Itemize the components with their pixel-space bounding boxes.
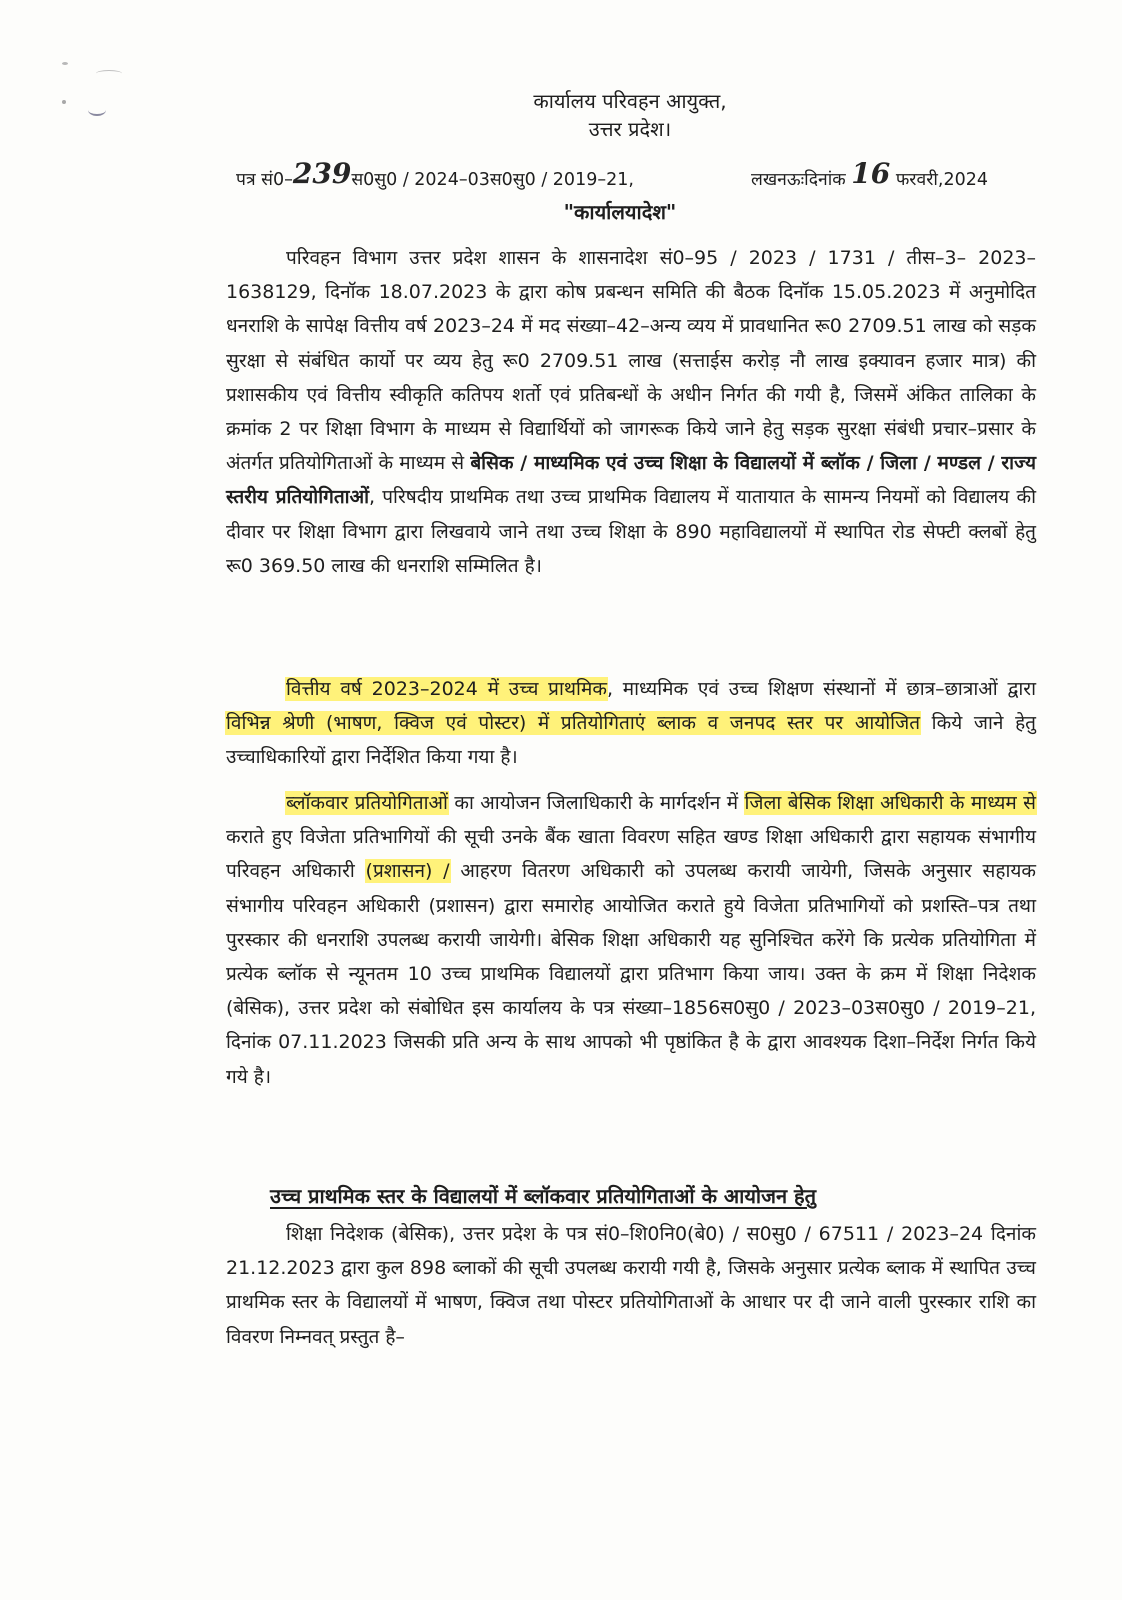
scan-smudge <box>62 62 68 65</box>
paragraph-1-text-a: परिवहन विभाग उत्तर प्रदेश शासन के शासनादेश सं0–95 / 2023 / 1731 / तीस–3– 2023–1638129, दिनॉक 18.07.2023 के द्वारा कोष प्रबन्धन समिति की बैठक दिनॉक 15.05.2023 में अनुमोदित धनराशि के सापेक्ष वित्तीय वर्ष 2023–24 में मद संख्या–42–अन्य व्यय में प्रावधानित रू0 2709.51 लाख को सड़क सुरक्षा से संबंधित कार्यो पर व्यय हेतु रू0 2709.51 लाख (सत्ताईस करोड़ नौ लाख इक्यावन हजार मात्र) की प्रशासकीय एवं वित्तीय स्वीकृति कतिपय शर्तो एवं प्रतिबन्धों के अधीन निर्गत की गयी है, जिसमें अंकित तालिका के क्रमांक 2 पर शिक्षा विभाग के माध्यम से विद्यार्थियों को जागरूक किये जाने हेतु सड़क सुरक्षा संबंधी प्रचार–प्रसार के अंतर्गत प्रतियोगिताओं के माध्यम से <box>226 247 1036 475</box>
place-date <box>751 157 988 193</box>
handwritten-day: 16 <box>851 157 891 190</box>
paragraph-1 <box>226 241 1036 583</box>
paragraph-4: शिक्षा निदेशक (बेसिक), उत्तर प्रदेश के पत्र सं0–शि0नि0(बे0) / स0सु0 / 67511 / 2023–24 दिनांक 21.12.2023 द्वारा कुल 898 ब्लाकों की सूची उपलब्ध करायी गयी है, जिसके अनुसार प्रत्येक ब्लाक में स्थापित उच्च प्राथमिक स्तर के विद्यालयों में भाषण, क्विज तथा पोस्टर प्रतियोगिताओं के आधार पर दी जाने वाली पुरस्कार राशि का विवरण निम्नवत् प्रस्तुत है– <box>226 1223 1036 1348</box>
scan-smudge <box>88 104 106 116</box>
order-title: "कार्यालयादेश" <box>563 200 677 224</box>
section-subheading: उच्च प्राथमिक स्तर के विद्यालयों में ब्लॉकवार प्रतियोगिताओं के आयोजन हेतु <box>270 1184 817 1208</box>
month-year: फरवरी,2024 <box>895 170 988 190</box>
paragraph-2-text-b: किये जाने हेतु उच्चाधिकारियों द्वारा निर्देशित किया गया है। <box>226 712 1036 769</box>
paragraph-3 <box>226 786 1036 1094</box>
place-date-label: लखनऊःदिनांक <box>751 170 846 190</box>
highlighted-text: वित्तीय वर्ष 2023–2024 में उच्च प्राथमिक <box>286 678 607 700</box>
paragraph-3-text-c: आहरण वितरण अधिकारी को उपलब्ध करायी जायेगी, जिसके अनुसार सहायक संभागीय परिवहन अधिकारी (प्रशासन) द्वारा समारोह आयोजित कराते हुये विजेता प्रतिभागियों को प्रशस्ति–पत्र तथा पुरस्कार की धनराशि उपलब्ध करायी जायेगी। बेसिक शिक्षा अधिकारी यह सुनिश्चित करेंगे कि प्रत्येक प्रतियोगिता में प्रत्येक ब्लॉक से न्यूनतम 10 उच्च प्राथमिक विद्यालयों द्वारा प्रतिभाग किया जाय। उक्त के क्रम में शिक्षा निदेशक (बेसिक), उत्तर प्रदेश को संबोधित इस कार्यालय के पत्र संख्या–1856स0सु0 / 2023–03स0सु0 / 2019–21, दिनांक 07.11.2023 जिसकी प्रति अन्य के साथ आपको भी पृष्ठांकित है के द्वारा आवश्यक दिशा–निर्देश निर्गत किये गये है। <box>226 860 1036 1088</box>
paragraph-1-bold-text: बेसिक / माध्यमिक एवं उच्च शिक्षा के विद्यालयों में ब्लॉक / जिला / मण्डल / राज्य स्तरीय प्रतियोगिताओं <box>226 452 1036 509</box>
paragraph-2-text-a: , माध्यमिक एवं उच्च शिक्षण संस्थानों में छात्र–छात्राओं द्वारा <box>606 678 1036 700</box>
state-heading: उत्तर प्रदेश। <box>588 117 672 141</box>
scan-smudge <box>96 70 122 77</box>
highlighted-text: जिला बेसिक शिक्षा अधिकारी के माध्यम से <box>744 792 1036 814</box>
paragraph-2 <box>226 672 1036 775</box>
paragraph-3-text-a: का आयोजन जिलाधिकारी के मार्गदर्शन में <box>447 792 745 814</box>
highlighted-text: विभिन्न श्रेणी (भाषण, क्विज एवं पोस्टर) में प्रतियोगिताएं ब्लाक व जनपद स्तर पर आयोजित <box>226 712 921 735</box>
paragraph-3-text-b: कराते हुए विजेता प्रतिभागियों की सूची उनके बैंक खाता विवरण सहित खण्ड शिक्षा अधिकारी द्वारा सहायक संभागीय परिवहन अधिकारी <box>226 826 1036 883</box>
handwritten-letter-number: 239 <box>292 157 352 190</box>
letter-number-suffix: स0सु0 / 2024–03स0सु0 / 2019–21, <box>351 170 634 190</box>
highlighted-text: ब्लॉकवार प्रतियोगिताओं <box>286 792 448 814</box>
reference-line <box>236 157 1036 193</box>
letter-number-prefix: पत्र सं0– <box>236 170 293 190</box>
scan-smudge <box>62 100 66 104</box>
letter-number <box>236 157 634 193</box>
highlighted-text: (प्रशासन) / <box>365 860 450 883</box>
paragraph-1-text-b: , परिषदीय प्राथमिक तथा उच्च प्राथमिक विद्यालय में यातायात के सामन्य नियमों को विद्यालय की दीवार पर शिक्षा विभाग द्वारा लिखवाये जाने तथा उच्च शिक्षा के 890 महाविद्यालयों में स्थापित रोड सेफ्टी क्लबों हेतु रू0 369.50 लाख की धनराशि सम्मिलित है। <box>226 486 1037 577</box>
office-heading: कार्यालय परिवहन आयुक्त, <box>533 89 727 113</box>
